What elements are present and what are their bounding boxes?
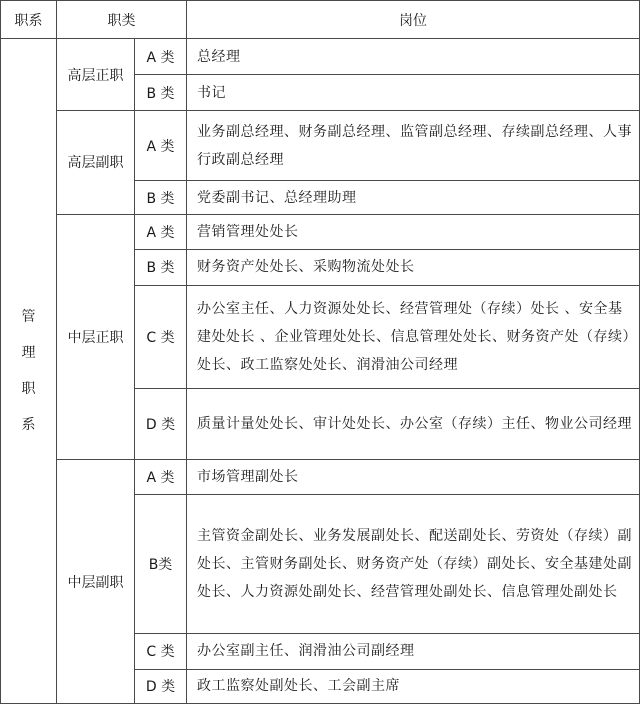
table-row [1,460,640,495]
positions-cell: 主管资金副处长、业务发展副处长、配送副处长、劳资处（存续）副处长、主管财务副处长、财务资产处（存续）副处长、安全基建处副处长、人力资源处副处长、经营管理处副处长、信息管理处副处长 [187,495,640,633]
positions-cell: 办公室副主任、润滑油公司副经理 [187,633,640,669]
category-cell: B 类 [135,181,187,214]
header-family: 职系 [1,1,57,39]
level-cell: 高层副职 [57,111,135,214]
header-row [1,1,640,39]
table-row [1,214,640,249]
positions-cell: 财务资产处处长、采购物流处处长 [187,249,640,285]
category-cell: D 类 [135,669,187,703]
category-cell: C 类 [135,633,187,669]
level-cell: 中层副职 [57,460,135,704]
category-cell: D 类 [135,389,187,460]
family-name: 管理职系 [21,309,36,434]
positions-cell: 党委副书记、总经理助理 [187,181,640,214]
category-cell: C 类 [135,285,187,388]
positions-cell: 办公室主任、人力资源处处长、经营管理处（存续）处长 、安全基建处处长 、企业管理处处长、信息管理处处长、财务资产处（存续）处长、政工监察处处长、润滑油公司经理 [187,285,640,388]
positions-cell: 总经理 [187,39,640,75]
positions-cell: 业务副总经理、财务副总经理、监管副总经理、存续副总经理、人事行政副总经理 [187,111,640,181]
positions-cell: 营销管理处处长 [187,214,640,249]
category-cell: A 类 [135,214,187,249]
category-cell: B 类 [135,75,187,111]
category-cell: B类 [135,495,187,633]
category-cell: B 类 [135,249,187,285]
header-position: 岗位 [187,1,640,39]
header-level: 职类 [57,1,187,39]
family-cell [1,39,57,704]
table-row [1,39,640,75]
positions-cell: 政工监察处副处长、工会副主席 [187,669,640,703]
table-row [1,111,640,181]
level-cell: 高层正职 [57,39,135,111]
level-cell: 中层正职 [57,214,135,460]
category-cell: A 类 [135,460,187,495]
category-cell: A 类 [135,39,187,75]
positions-cell: 书记 [187,75,640,111]
positions-cell: 质量计量处处长、审计处处长、办公室（存续）主任、物业公司经理 [187,389,640,460]
positions-cell: 市场管理副处长 [187,460,640,495]
category-cell: A 类 [135,111,187,181]
